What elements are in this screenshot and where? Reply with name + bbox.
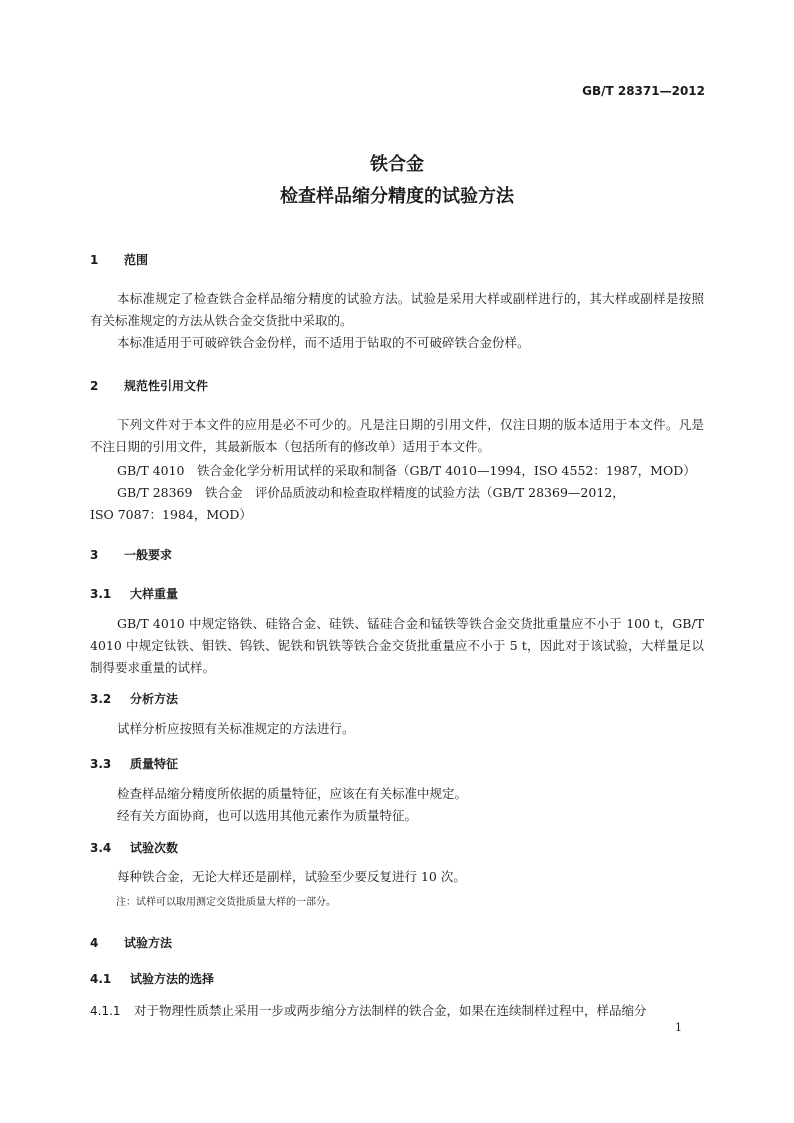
section-3-2-heading: [90, 690, 178, 707]
section-number: 4: [90, 936, 99, 950]
title-line-2: 检查样品缩分精度的试验方法: [280, 186, 514, 207]
title-line-1: 铁合金: [370, 154, 424, 175]
section-3-2-paragraph: 试样分析应按照有关标准规定的方法进行。: [117, 721, 355, 736]
section-title: 大样重量: [130, 587, 179, 601]
section-number: 1: [90, 253, 99, 267]
section-number: 3.3: [90, 757, 112, 771]
section-title: 试验方法: [124, 936, 173, 950]
section-3-4-paragraph: 每种铁合金，无论大样还是副样，试验至少要反复进行 10 次。: [117, 869, 466, 884]
section-1-paragraph-2: 本标准适用于可破碎铁合金份样，而不适用于钻取的不可破碎铁合金份样。: [117, 335, 530, 350]
section-3-1-paragraph: GB/T 4010 中规定铬铁、硅铬合金、硅铁、锰硅合金和锰铁等铁合金交货批重量应不小于 100 t，GB/T 4010 中规定钛铁、钼铁、钨铁、铌铁和钒铁等铁合金交货批重量应不小于 5 t，因此对于该试验，大样量足以制得要求重量的试样。: [90, 616, 704, 675]
section-3-heading: [90, 546, 172, 563]
reference-1: GB/T 4010 铁合金化学分析用试样的采取和制备（GB/T 4010—1994，ISO 4552：1987，MOD）: [117, 463, 696, 478]
section-number: 3.2: [90, 692, 112, 706]
note: 注：试样可以取用测定交货批质量大样的一部分。: [116, 897, 336, 908]
section-4-1-heading: [90, 970, 214, 987]
reference-2-line-1: GB/T 28369 铁合金 评价品质波动和检查取样精度的试验方法（GB/T 28369—2012，: [117, 485, 625, 500]
section-2-paragraph-1: 下列文件对于本文件的应用是必不可少的。凡是注日期的引用文件，仅注日期的版本适用于本文件。凡是不注日期的引用文件，其最新版本（包括所有的修改单）适用于本文件。: [90, 417, 704, 454]
section-3-3-paragraph-1: 检查样品缩分精度所依据的质量特征，应该在有关标准中规定。: [117, 786, 468, 801]
standard-code: GB/T 28371—2012: [582, 84, 705, 98]
section-number: 3.1: [90, 587, 112, 601]
section-3-3-heading: [90, 755, 178, 772]
section-title: 分析方法: [130, 692, 179, 706]
section-number: 2: [90, 379, 99, 393]
section-title: 规范性引用文件: [124, 379, 209, 393]
section-number: 4.1: [90, 972, 112, 986]
section-number: 3.4: [90, 841, 112, 855]
section-3-1-heading: [90, 585, 178, 602]
section-title: 范围: [124, 253, 149, 267]
section-3-3-paragraph-2: 经有关方面协商，也可以选用其他元素作为质量特征。: [117, 808, 418, 823]
section-4-heading: [90, 934, 172, 951]
section-title: 一般要求: [124, 548, 173, 562]
section-1-paragraph-1: 本标准规定了检查铁合金样品缩分精度的试验方法。试验是采用大样或副样进行的，其大样或副样是按照有关标准规定的方法从铁合金交货批中采取的。: [90, 291, 704, 328]
section-2-heading: [90, 377, 208, 394]
section-title: 试验次数: [130, 841, 179, 855]
clause-text: 对于物理性质禁止采用一步或两步缩分方法制样的铁合金，如果在连续制样过程中，样品缩分: [134, 1003, 647, 1018]
section-1-heading: [90, 251, 148, 268]
page-number: 1: [675, 1021, 682, 1034]
section-4-1-1-line: [90, 1001, 704, 1019]
section-number: 3: [90, 548, 99, 562]
section-3-4-heading: [90, 839, 178, 856]
section-title: 质量特征: [130, 757, 179, 771]
reference-2-line-2: ISO 7087：1984，MOD）: [90, 507, 252, 522]
section-title: 试验方法的选择: [130, 972, 215, 986]
clause-number: 4.1.1: [90, 1004, 121, 1018]
